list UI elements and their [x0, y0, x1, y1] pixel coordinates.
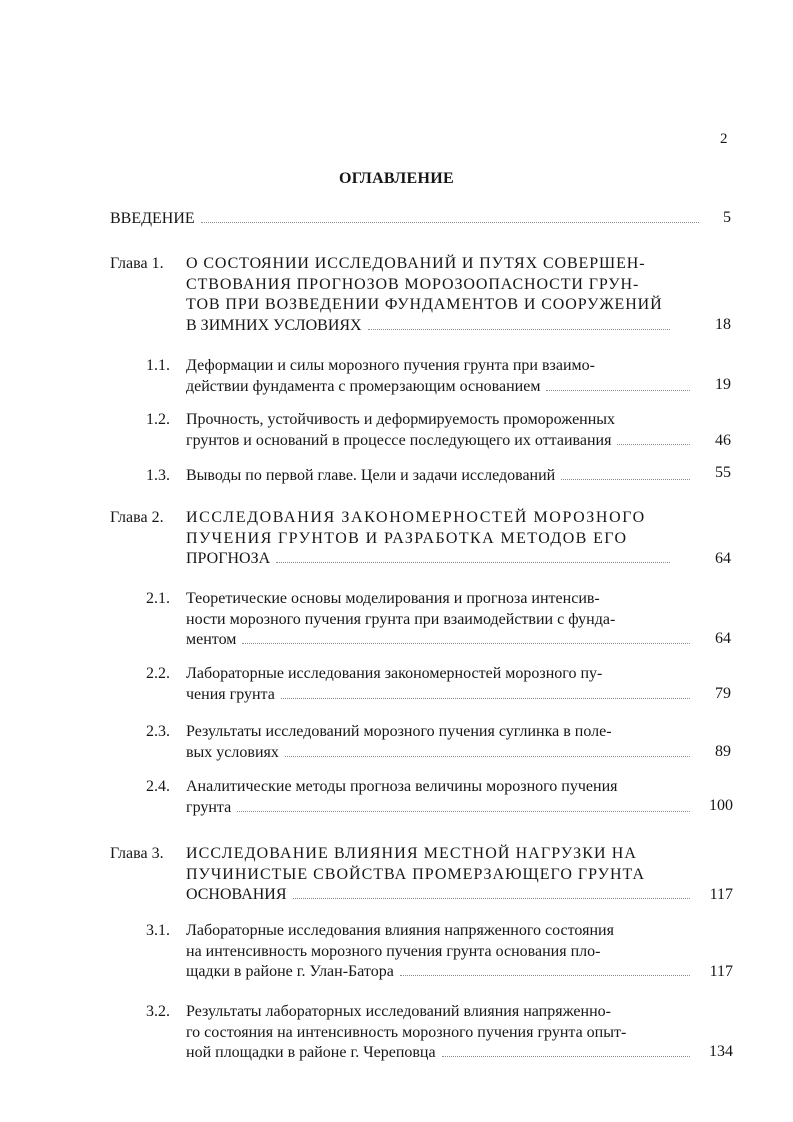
section-label: 1.1. — [146, 357, 170, 374]
leader-dots — [276, 561, 670, 563]
leader-dots — [442, 1055, 690, 1057]
toc-entry-3-2 — [186, 1002, 696, 1064]
toc-line: ПУЧИНИСТЫЕ СВОЙСТВА ПРОМЕРЗАЮЩЕГО ГРУНТА — [186, 865, 646, 883]
section-label: 3.1. — [146, 922, 170, 939]
chapter-label: Глава 1. — [110, 255, 164, 272]
toc-line: грунтов и оснований в процессе последующего их оттаивания — [186, 431, 612, 449]
leader-dots — [293, 897, 690, 899]
toc-line: на интенсивность морозного пучения грунта основания пло- — [186, 942, 601, 960]
section-label: 3.2. — [146, 1003, 170, 1020]
toc-line: ПРОГНОЗА — [186, 550, 271, 567]
toc-entry-2-2 — [186, 664, 696, 705]
toc-line: Лабораторные исследования влияния напряженного состояния — [186, 922, 614, 939]
leader-dots — [400, 974, 690, 976]
toc-page-ref: 89 — [715, 743, 731, 760]
toc-page-ref: 18 — [715, 316, 731, 333]
toc-page-ref: 117 — [709, 963, 733, 980]
toc-entry-ch3 — [186, 844, 696, 906]
leader-dots — [281, 697, 690, 699]
toc-page-ref: 64 — [715, 630, 731, 647]
chapter-label: Глава 3. — [110, 845, 164, 862]
toc-entry-ch1 — [186, 254, 676, 336]
toc-entry-ch2 — [186, 508, 676, 570]
toc-line: ОСНОВАНИЯ — [186, 886, 287, 903]
toc-line: Результаты исследований морозного пучения суглинка в поле- — [186, 723, 612, 740]
toc-line: Выводы по первой главе. Цели и задачи исследований — [186, 467, 556, 484]
toc-line: действии фундамента с промерзающим основанием — [186, 377, 541, 395]
toc-page-ref: 100 — [709, 797, 733, 814]
leader-dots — [285, 755, 690, 757]
toc-entry-2-3 — [186, 722, 696, 763]
toc-line: ной площадки в районе г. Череповца — [186, 1044, 436, 1061]
chapter-label: Глава 2. — [110, 509, 164, 526]
toc-line: Лабораторные исследования закономерностей морозного пу- — [186, 665, 603, 682]
toc-entry-3-1 — [186, 921, 696, 983]
toc-page-ref: 134 — [709, 1043, 733, 1060]
page-number: 2 — [720, 131, 728, 147]
toc-line: Прочность, устойчивость и деформируемость промороженных — [186, 411, 616, 428]
leader-dots — [617, 443, 690, 445]
toc-line: щадки в районе г. Улан-Батора — [186, 963, 394, 980]
leader-dots — [242, 642, 690, 644]
toc-line: ИССЛЕДОВАНИЕ ВЛИЯНИЯ МЕСТНОЙ НАГРУЗКИ НА — [186, 845, 638, 862]
toc-entry-intro — [110, 209, 705, 230]
toc-entry-1-1 — [186, 356, 696, 397]
toc-line: Теоретические основы моделирования и прогноза интенсив- — [186, 590, 600, 607]
section-label: 1.3. — [146, 467, 170, 484]
section-label: 2.1. — [146, 590, 170, 607]
toc-page-ref: 79 — [715, 685, 731, 702]
toc-page-ref: 55 — [715, 464, 731, 481]
toc-line: ПУЧЕНИЯ ГРУНТОВ И РАЗРАБОТКА МЕТОДОВ ЕГО — [186, 529, 628, 547]
leader-dots — [237, 810, 690, 812]
toc-line: ИССЛЕДОВАНИЯ ЗАКОНОМЕРНОСТЕЙ МОРОЗНОГО — [186, 509, 646, 526]
toc-line: ТОВ ПРИ ВОЗВЕДЕНИИ ФУНДАМЕНТОВ И СООРУЖЕНИЙ — [186, 296, 663, 313]
toc-page-ref: 46 — [715, 432, 731, 449]
toc-line: О СОСТОЯНИИ ИССЛЕДОВАНИЙ И ПУТЯХ СОВЕРШЕН- — [186, 255, 646, 272]
toc-page-ref: 19 — [715, 376, 731, 393]
toc-line: В ЗИМНИХ УСЛОВИЯХ — [186, 316, 362, 334]
toc-entry-text: ВВЕДЕНИЕ — [110, 210, 195, 227]
toc-line: грунта — [186, 798, 232, 816]
toc-line: го состояния на интенсивность морозного пучения грунта опыт- — [186, 1023, 627, 1041]
section-label: 2.3. — [146, 723, 170, 740]
leader-dots — [546, 389, 690, 391]
toc-page-ref: 5 — [723, 209, 731, 226]
section-label: 1.2. — [146, 411, 170, 428]
leader-dots — [561, 478, 690, 480]
toc-line: вых условиях — [186, 743, 279, 761]
toc-line: ментом — [186, 631, 237, 648]
toc-line: ности морозного пучения грунта при взаимодействии с фунда- — [186, 610, 616, 628]
toc-line: Аналитические методы прогноза величины морозного пучения — [186, 778, 618, 795]
toc-entry-2-1 — [186, 589, 696, 651]
toc-line: Результаты лабораторных исследований влияния напряженно- — [186, 1003, 611, 1020]
toc-line: Деформации и силы морозного пучения грунта при взаимо- — [186, 357, 595, 374]
toc-page-ref: 64 — [715, 550, 731, 567]
toc-entry-1-2 — [186, 410, 696, 451]
toc-line: чения грунта — [186, 685, 275, 703]
toc-entry-2-4 — [186, 777, 696, 818]
leader-dots — [368, 328, 670, 330]
leader-dots — [201, 221, 699, 223]
toc-page-ref: 117 — [709, 886, 733, 903]
page-title: ОГЛАВЛЕНИЕ — [339, 170, 454, 187]
section-label: 2.2. — [146, 665, 170, 682]
section-label: 2.4. — [146, 778, 170, 795]
toc-line: СТВОВАНИЯ ПРОГНОЗОВ МОРОЗООПАСНОСТИ ГРУН- — [186, 275, 640, 293]
toc-entry-1-3 — [186, 466, 696, 487]
